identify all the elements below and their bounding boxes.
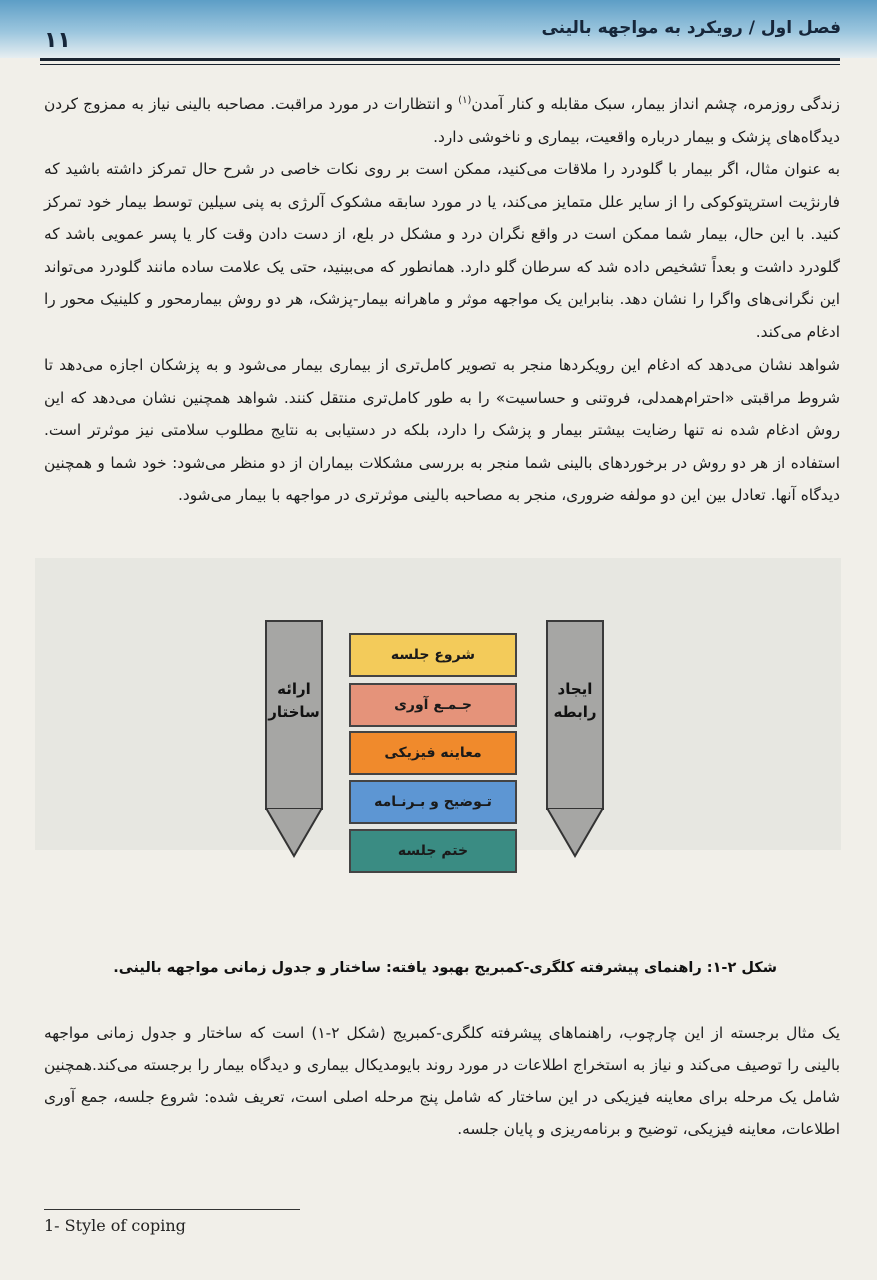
footnote: 1- Style of coping — [44, 1216, 186, 1235]
step-gathering: جـمـع آوری — [349, 683, 517, 727]
footnote-rule — [44, 1209, 300, 1210]
right-pencil-tip — [546, 808, 604, 858]
p1-text-start: زندگی روزمره، چشم انداز بیمار، سبک مقابله و کنار آمدن — [471, 95, 840, 113]
p1-text-end: و انتظارات در مورد مراقبت. مصاحبه بالینی نیاز به ممزوج کردن دیدگاه‌های پزشک و بیمار درباره واقعیت، بیماری و ناخوشی دارد. — [44, 95, 840, 146]
paragraph-1 — [44, 88, 840, 153]
right-pencil-line-1: ایجاد — [557, 680, 593, 698]
step-examination: معاینه فیزیکی — [349, 731, 517, 775]
step-closing: ختم جلسه — [349, 829, 517, 873]
left-pencil-tip — [265, 808, 323, 858]
right-pencil-label — [546, 678, 604, 724]
right-pencil-line-2: رابطه — [553, 703, 597, 721]
step-explanation: تـوضیح و بـرنـامه — [349, 780, 517, 824]
left-pencil-line-1: ارائه — [277, 680, 311, 698]
page-number: ۱۱ — [44, 28, 71, 53]
left-pencil-label — [265, 678, 323, 724]
footnote-marker: (۱) — [458, 94, 472, 106]
paragraph-4: یک مثال برجسته از این چارچوب، راهنماهای پیشرفته کلگری-کمبریج (شکل ۲-۱) است که ساختار و جدول زمانی مواجهه بالینی را توصیف می‌کند و نیاز به استخراج اطلاعات در مورد روند بایومدیکال بیماری و دیدگاه بیمار را برجسته می‌کند.همچنین شامل یک مرحله برای معاینه فیزیکی در این ساختار که شامل پنج مرحله اصلی است، تعریف شده: شروع جلسه، جمع آوری اطلاعات، معاینه فیزیکی، توضیح و برنامه‌ریزی و پایان جلسه. — [44, 1024, 840, 1138]
chapter-title: فصل اول / رویکرد به مواجهه بالینی — [541, 18, 841, 38]
figure-caption: شکل ۲-۱: راهنمای پیشرفته کلگری-کمبریج بهبود یافته: ساختار و جدول زمانی مواجهه بالینی. — [113, 960, 777, 976]
header-rule — [40, 58, 840, 61]
step-opening: شروع جلسه — [349, 633, 517, 677]
left-pencil-line-2: ساختار — [268, 703, 320, 721]
header-rule-thin — [40, 64, 840, 65]
paragraph-2: به عنوان مثال، اگر بیمار با گلودرد را ملاقات می‌کنید، ممکن است بر روی نکات خاصی در شرح حال تمرکز داشته باشید که فارنژیت استرپتوکوکی را از سایر علل متمایز می‌کند، یا در مورد سابقه مشکوک آلرژی به پنی سیلین توسط بیمار خود تمرکز کنید. با این حال، بیمار شما ممکن است در واقع نگران درد و مشکل در بلع، از دست دادن وقت کار یا پسر عمویی باشد که گلودرد داشت و بعداً تشخیص داده شد که سرطان گلو دارد. همانطور که می‌بینید، حتی یک علامت ساده مانند گلودرد می‌تواند این نگرانی‌های واگرا را نشان دهد. بنابراین یک مواجهه موثر و ماهرانه بیمار-پزشک، هر دو روش بیمارمحور و کلینیک محور را ادغام می‌کند. — [44, 160, 840, 341]
paragraph-3: شواهد نشان می‌دهد که ادغام این رویکردها منجر به تصویر کامل‌تری از بیماری بیمار می‌شود و به پزشکان اجازه می‌دهد تا شروط مراقبتی «احترام‌همدلی، فروتنی و حساسیت» را به طور کامل‌تری منتقل کنند. شواهد همچنین نشان می‌دهد که این روش ادغام شده نه تنها رضایت بیشتر بیمار و پزشک را دارد، بلکه در دستیابی به نتایج مطلوب سلامتی نیز موثرتر است. استفاده از هر دو روش در برخوردهای بالینی شما منجر به بررسی مشکلات بیماران از دو منظر می‌شود: خود شما و همچنین دیدگاه آنها. تعادل بین این دو مولفه ضروری، منجر به مصاحبه بالینی موثرتری در مواجهه با بیمار می‌شود. — [44, 356, 840, 504]
